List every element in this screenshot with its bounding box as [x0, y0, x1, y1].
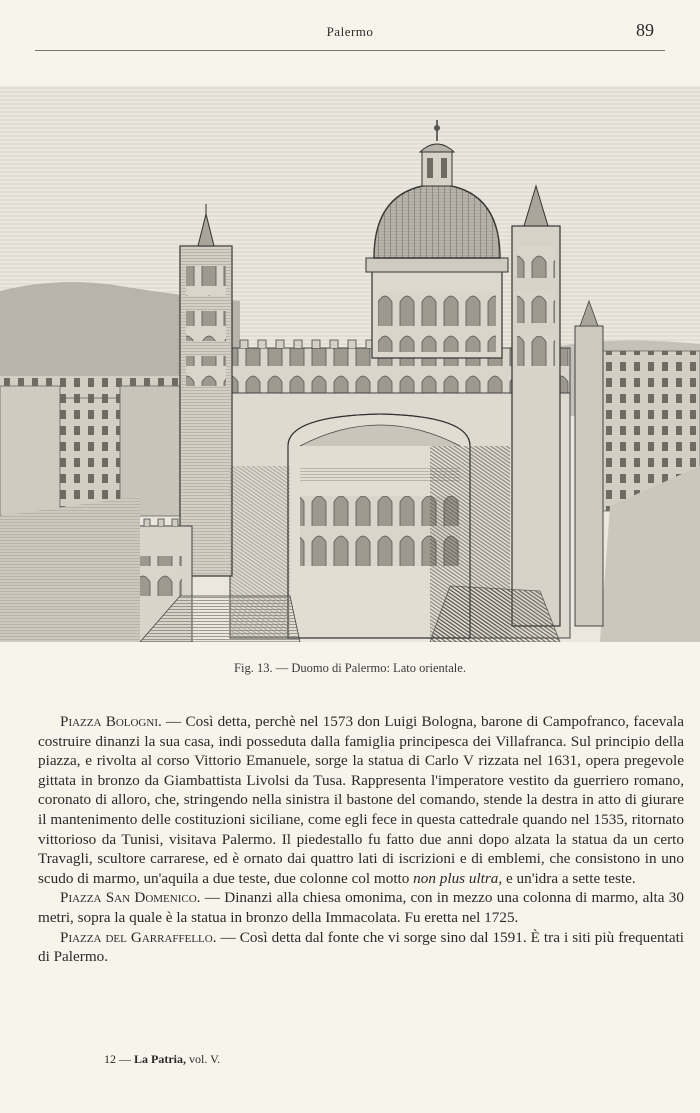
header-rule — [35, 50, 665, 51]
paragraph-text-tail: , e un'idra a sette teste. — [498, 869, 636, 887]
paragraph-heading: Piazza del Garraffello. — [60, 928, 217, 946]
paragraph-text: — Così detta, perchè nel 1573 don Luigi Bologna, barone di Campofranco, facevala costruire dinanzi la sua casa, indi posseduta dalla famiglia principesca dei Villafranca. Sul principio della piazza, e rivolta al corso Vittorio Emanuele, sorge la statua di Carlo V rizzata nel 1631, opera pregevole gittata in bronzo da Giambattista Livolsi da Tusa. Rappresenta l'imperatore vestito da guerriero romano, coronato di alloro, che, stringendo nella sinistra il bastone del comando, stende la destra in atto di giurare il mantenimento delle costituzioni siciliane, come egli fece in questa cattedrale quando nel 1535, ritornato vittorioso da Tunisi, visitava Palermo. Il piedestallo fu fatto due anni dopo alzata la statua da un certo Travagli, scultore carrarese, ed è ornato dai quattro lati di iscrizioni e di emblemi, che consistono in uno scudo di marmo, un'aquila a due teste, due colonne col motto — [38, 713, 684, 887]
paragraph-text: — Dinanzi alla chiesa omonima, con in mezzo una colonna di marmo, alta 30 metri, sopra la quale è la statua in bronzo della Immacolata. Fu eretta nel 1725. — [38, 889, 684, 926]
paragraph-piazza-san-domenico — [38, 888, 684, 927]
cathedral-illustration — [0, 86, 700, 642]
signature-title: La Patria, — [134, 1052, 186, 1066]
paragraph-piazza-del-garraffello — [38, 928, 684, 967]
running-title: Palermo — [326, 24, 374, 39]
paragraph-heading: Piazza San Domenico. — [60, 889, 201, 907]
cathedral-engraving — [0, 86, 700, 642]
paragraph-text: — Così detta dal fonte che vi sorge sino dal 1591. È tra i siti più frequentati di Palermo. — [38, 928, 685, 966]
signature-prefix: 12 — — [104, 1052, 134, 1066]
paragraph-heading: Piazza Bologni. — [60, 713, 162, 730]
signature-suffix: vol. V. — [186, 1052, 221, 1066]
body-text — [38, 712, 684, 967]
figure-caption: Fig. 13. — Duomo di Palermo: Lato orientale. — [234, 661, 466, 675]
motto-italic: non plus ultra — [413, 869, 499, 887]
printer-signature — [104, 1052, 220, 1067]
paragraph-piazza-bologni — [38, 712, 684, 888]
page-number: 89 — [636, 20, 654, 40]
